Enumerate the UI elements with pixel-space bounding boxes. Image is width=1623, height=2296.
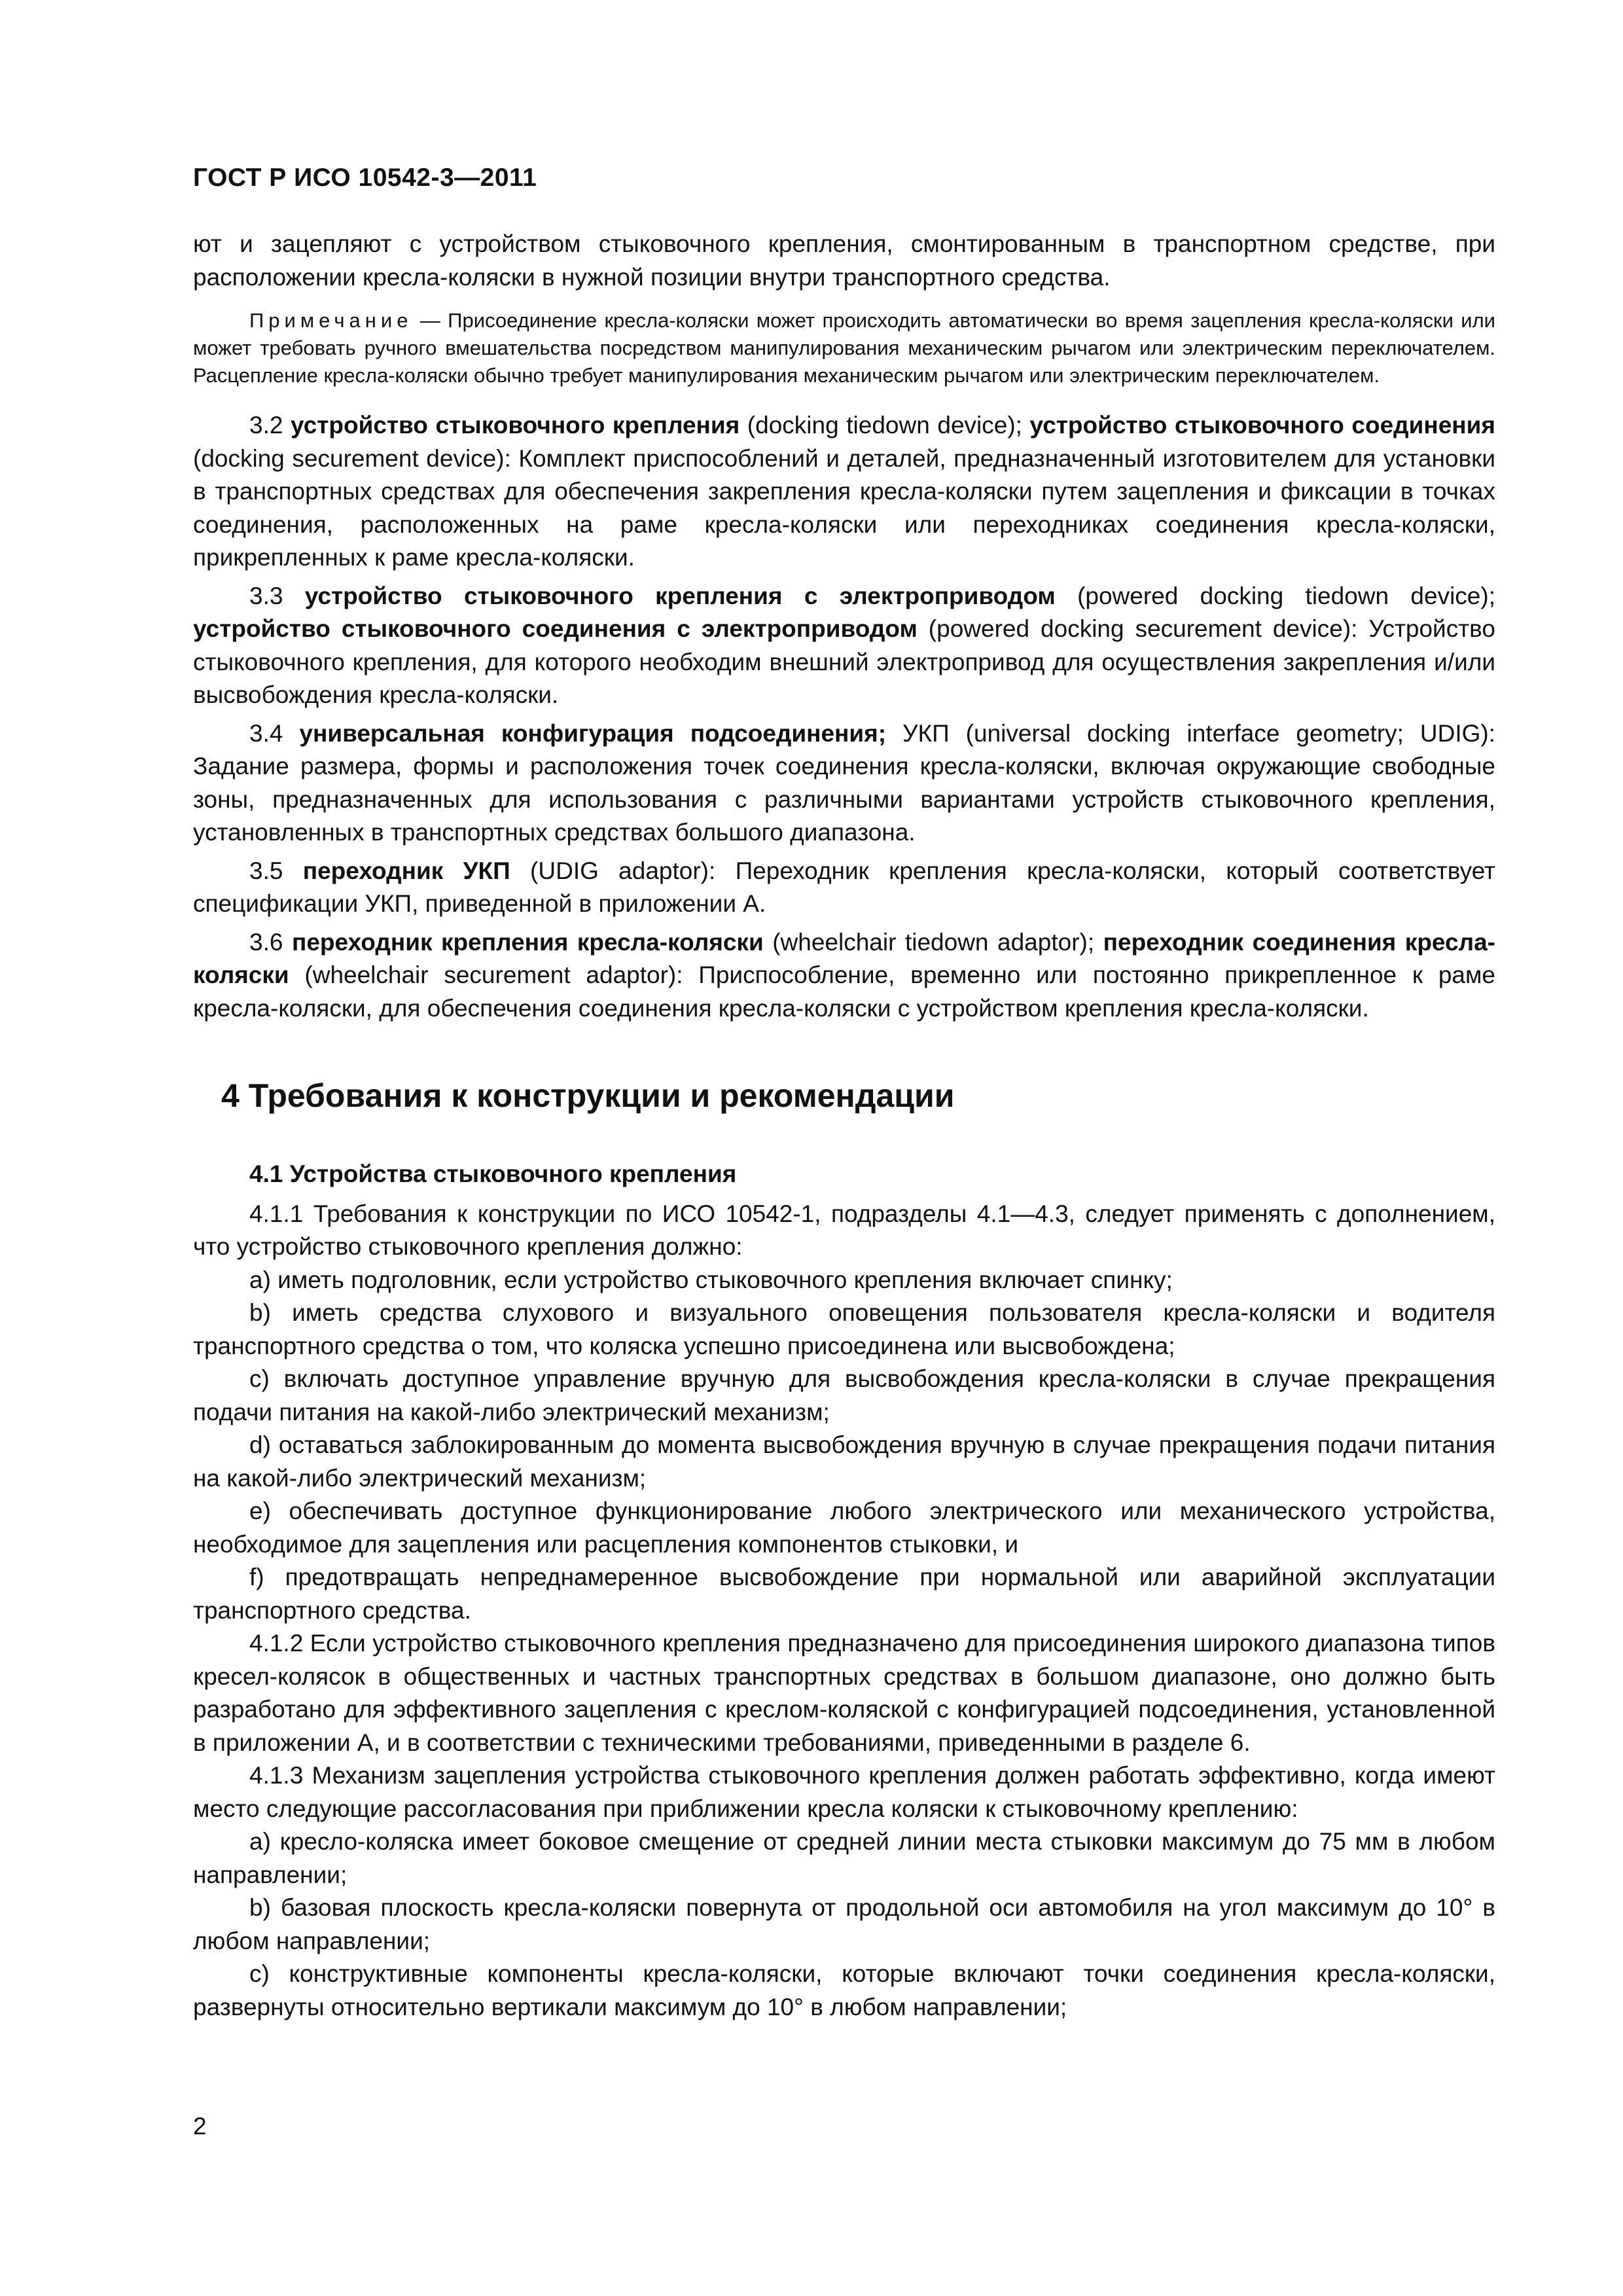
definition-number: 3.3 bbox=[249, 582, 305, 609]
document-header: ГОСТ Р ИСО 10542-3—2011 bbox=[193, 164, 537, 192]
list-item: b) иметь средства слухового и визуального оповещения пользователя кресла-коляски и водителя транспортного средства о том, что коляска успешно присоединена или высвобождена; bbox=[193, 1299, 1495, 1359]
section-4-heading: 4 Требования к конструкции и рекомендации bbox=[221, 1077, 955, 1114]
definition-text: (UDIG adaptor): Переходник крепления кресла-коляски, который соответствует спецификации УКП, приведенной в приложении А. bbox=[193, 857, 1496, 917]
definition-3-4 bbox=[193, 717, 1495, 850]
list-item: a) иметь подголовник, если устройство стыковочного крепления включает спинку; bbox=[249, 1266, 1173, 1293]
list-item: a) кресло-коляска имеет боковое смещение от средней линии места стыковки максимум до 75 мм в любом направлении; bbox=[193, 1828, 1495, 1888]
definition-3-6 bbox=[193, 926, 1495, 1026]
definition-3-3 bbox=[193, 580, 1495, 712]
paragraph-4-1-1: 4.1.1 Требования к конструкции по ИСО 10542-1, подразделы 4.1—4.3, следует применять с дополнением, что устройство стыковочного крепления должно: bbox=[193, 1200, 1495, 1260]
definition-english: (docking tiedown device); bbox=[740, 412, 1030, 439]
list-item: e) обеспечивать доступное функционирование любого электрического или механического устройства, необходимое для зацепления или расцепления компонентов стыковки, и bbox=[193, 1498, 1495, 1558]
definition-english: (wheelchair tiedown adaptor); bbox=[763, 928, 1103, 956]
list-item: d) оставаться заблокированным до момента высвобождения вручную в случае прекращения подачи питания на какой-либо электрический механизм; bbox=[193, 1431, 1495, 1492]
paragraph-4-1-2: 4.1.2 Если устройство стыковочного крепления предназначено для присоединения широкого диапазона типов кресел-колясок в общественных и частных транспортных средствах в большом диапазоне, оно должно быть разработано для эффективного зацепления с креслом-коляской с конфигурацией подсоединения, установленной в приложении А, и в соответствии с техническими требованиями, приведенными в разделе 6. bbox=[193, 1630, 1495, 1756]
paragraph-4-1-3: 4.1.3 Механизм зацепления устройства стыковочного крепления должен работать эффективно, когда имеют место следующие рассогласования при приближении кресла коляски к стыковочному креплению: bbox=[193, 1762, 1495, 1822]
note-label: Примечание bbox=[249, 309, 413, 332]
definition-term-alt: устройство стыковочного соединения bbox=[1029, 412, 1495, 439]
definition-number: 3.6 bbox=[249, 928, 292, 956]
definition-term: переходник УКП bbox=[302, 857, 510, 884]
note-paragraph bbox=[193, 307, 1495, 389]
definition-term-alt: устройство стыковочного соединения с электроприводом bbox=[193, 615, 918, 642]
definition-number: 3.5 bbox=[249, 857, 303, 884]
list-item: c) включать доступное управление вручную для высвобождения кресла-коляски в случае прекращения подачи питания на какой-либо электрический механизм; bbox=[193, 1365, 1495, 1426]
definition-text: (wheelchair securement adaptor): Приспособление, временно или постоянно прикрепленное к раме кресла-коляски, для обеспечения соединения кресла-коляски с устройством крепления кресла-коляски. bbox=[193, 961, 1495, 1022]
definition-term: переходник крепления кресла-коляски bbox=[291, 928, 764, 956]
definition-term: универсальная конфигурация подсоединения; bbox=[299, 719, 887, 747]
definition-number: 3.2 bbox=[249, 412, 291, 439]
definition-term: устройство стыковочного крепления с электроприводом bbox=[304, 582, 1056, 609]
document-body bbox=[193, 228, 1495, 2024]
definition-text: УКП (universal docking interface geometry; UDIG): Задание размера, формы и расположения точек соединения кресла-коляски, включая окружающие свободные зоны, предназначенных для использования с различными вариантами устройств стыковочного крепления, установленных в транспортных средствах большого диапазона. bbox=[193, 719, 1496, 846]
section-4-1-heading: 4.1 Устройства стыковочного крепления bbox=[249, 1160, 737, 1187]
definition-text: (docking securement device): Комплект приспособлений и деталей, предназначенный изготовителем для установки в транспортных средствах для обеспечения закрепления кресла-коляски путем зацепления и фиксации в точках соединения, расположенных на раме кресла-коляски или переходниках соединения кресла-коляски, прикрепленных к раме кресла-коляски. bbox=[193, 444, 1495, 571]
definition-number: 3.4 bbox=[249, 719, 300, 747]
note-text: — Присоединение кресла-коляски может происходить автоматически во время зацепления кресла-коляски или может требовать ручного вмешательства посредством манипулирования механическим рычагом или электрическим переключателем. Расцепление кресла-коляски обычно требует манипулирования механическим рычагом или электрическим переключателем. bbox=[193, 309, 1495, 387]
definition-term: устройство стыковочного крепления bbox=[291, 412, 740, 439]
list-item: c) конструктивные компоненты кресла-коляски, которые включают точки соединения кресла-коляски, развернуты относительно вертикали максимум до 10° в любом направлении; bbox=[193, 1960, 1495, 2020]
definition-english: (powered docking tiedown device); bbox=[1055, 582, 1495, 609]
list-item: f) предотвращать непреднамеренное высвобождение при нормальной или аварийной эксплуатации транспортного средства. bbox=[193, 1564, 1495, 1624]
definition-term-alt: переходник соединения кресла-коляски bbox=[193, 928, 1495, 988]
definition-3-5 bbox=[193, 855, 1495, 921]
intro-paragraph: ют и зацепляют с устройством стыковочного крепления, смонтированным в транспортном средстве, при расположении кресла-коляски в нужной позиции внутри транспортного средства. bbox=[193, 230, 1495, 291]
page-number: 2 bbox=[193, 2113, 207, 2140]
definition-text: (powered docking securement device): Устройство стыковочного крепления, для которого необходим внешний электропривод для осуществления закрепления и/или высвобождения кресла-коляски. bbox=[193, 615, 1495, 708]
definition-3-2 bbox=[193, 409, 1495, 575]
list-item: b) базовая плоскость кресла-коляски повернута от продольной оси автомобиля на угол максимум до 10° в любом направлении; bbox=[193, 1894, 1495, 1954]
